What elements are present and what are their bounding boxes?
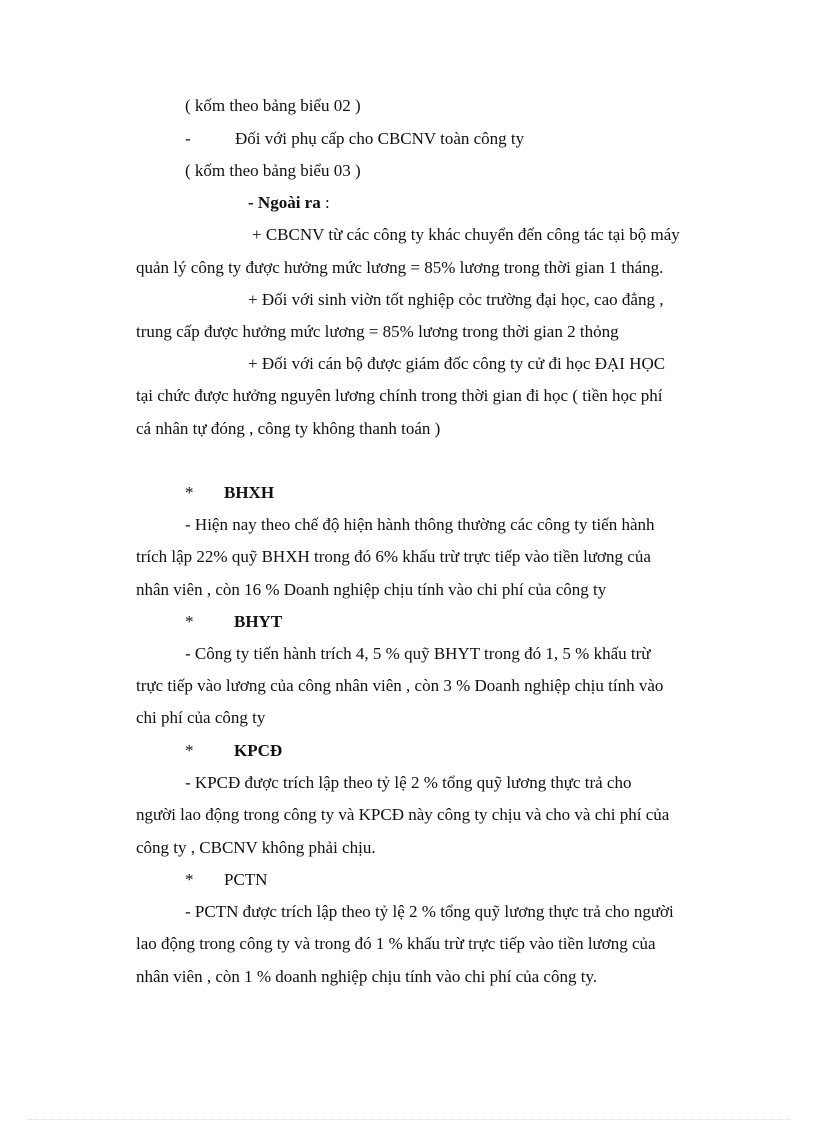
bhxh-bullet: * <box>185 483 194 502</box>
bhxh-line3: nhân viên , còn 16 % Doanh nghiệp chịu tính vào chi phí của công ty <box>136 580 607 599</box>
besides-dash: - <box>248 193 254 212</box>
item3-line3: cá nhân tự đóng , công ty không thanh toán ) <box>136 419 441 438</box>
pctn-line2: lao động trong công ty và trong đó 1 % khấu trừ trực tiếp vào tiền lương của <box>136 934 656 953</box>
item3-line1: + Đối với cán bộ được giám đốc công ty cử đi học ĐẠI HỌC <box>248 354 666 373</box>
item2-line1: + Đối với sinh viờn tốt nghiệp cỏc trường đại học, cao đẳng , <box>248 290 664 309</box>
pctn-bullet: * <box>185 870 194 889</box>
bhyt-line2: trực tiếp vào lương của công nhân viên , còn 3 % Doanh nghiệp chịu tính vào <box>136 676 664 695</box>
allowance-text: Đối với phụ cấp cho CBCNV toàn công ty <box>235 129 525 148</box>
besides-label: Ngoài ra <box>257 193 321 212</box>
item1-line1: + CBCNV từ các công ty khác chuyển đến công tác tại bộ máy <box>252 225 680 244</box>
annex-02-note: ( kốm theo bảng biểu 02 ) <box>185 96 361 115</box>
kpcd-line3: công ty , CBCNV không phải chịu. <box>136 838 376 857</box>
bhyt-heading: BHYT <box>234 612 283 631</box>
bhyt-bullet: * <box>185 612 194 631</box>
besides-heading <box>248 193 330 213</box>
page-bottom-divider <box>28 1119 790 1120</box>
item2-line2: trung cấp được hưởng mức lương = 85% lương trong thời gian 2 thỏng <box>136 322 619 341</box>
bhxh-line1: - Hiện nay theo chế độ hiện hành thông thường các công ty tiến hành <box>185 515 655 534</box>
besides-colon: : <box>324 193 330 212</box>
bhxh-line2: trích lập 22% quỹ BHXH trong đó 6% khấu trừ trực tiếp vào tiền lương của <box>136 547 651 566</box>
item1-line2: quản lý công ty được hưởng mức lương = 85% lương trong thời gian 1 tháng. <box>136 258 664 277</box>
bhxh-heading: BHXH <box>224 483 275 502</box>
item3-line2: tại chức được hưởng nguyên lương chính trong thời gian đi học ( tiền học phí <box>136 386 663 405</box>
pctn-line1: - PCTN được trích lập theo tỷ lệ 2 % tổng quỹ lương thực trả cho người <box>185 902 674 921</box>
annex-03-note: ( kốm theo bảng biểu 03 ) <box>185 161 361 180</box>
pctn-heading: PCTN <box>224 870 268 889</box>
allowance-dash: - <box>185 129 191 148</box>
kpcd-heading: KPCĐ <box>234 741 283 760</box>
kpcd-line1: - KPCĐ được trích lập theo tỷ lệ 2 % tổng quỹ lương thực trả cho <box>185 773 632 792</box>
pctn-line3: nhân viên , còn 1 % doanh nghiệp chịu tính vào chi phí của công ty. <box>136 967 598 986</box>
bhyt-line1: - Công ty tiến hành trích 4, 5 % quỹ BHYT trong đó 1, 5 % khấu trừ <box>185 644 651 663</box>
kpcd-bullet: * <box>185 741 194 760</box>
bhyt-line3: chi phí của công ty <box>136 708 266 727</box>
kpcd-line2: người lao động trong công ty và KPCĐ này công ty chịu và cho và chi phí của <box>136 805 670 824</box>
